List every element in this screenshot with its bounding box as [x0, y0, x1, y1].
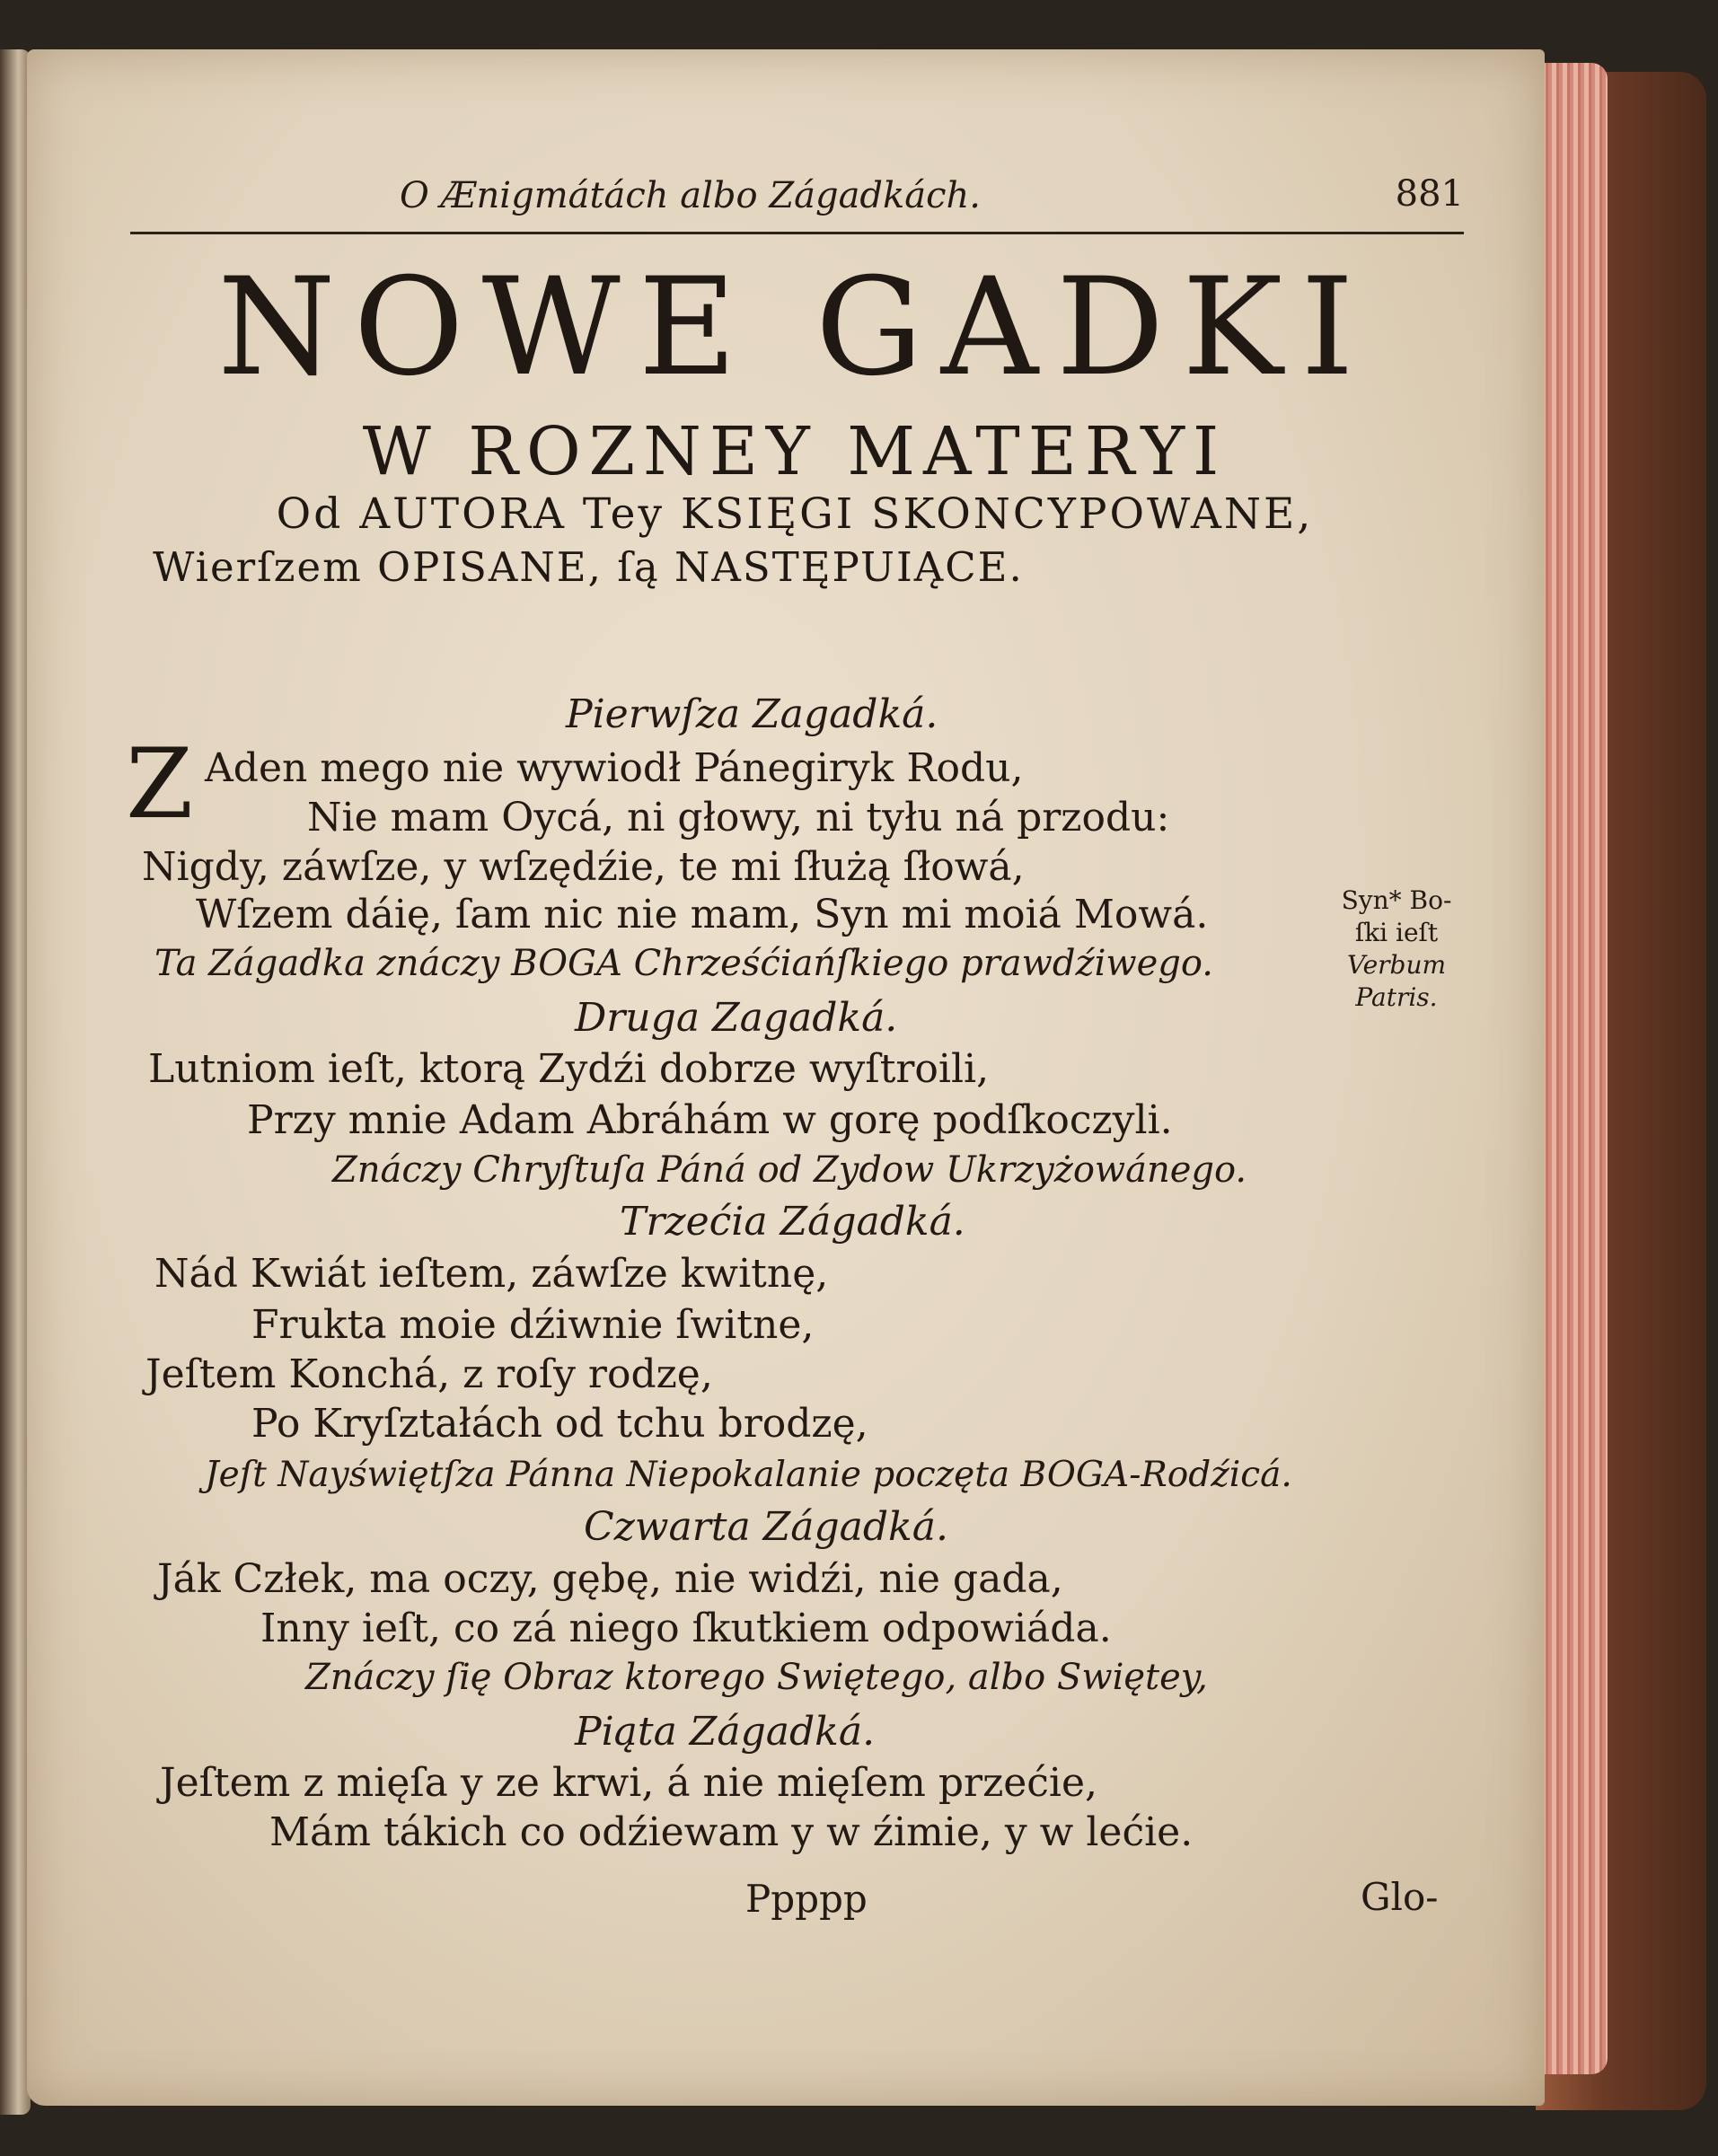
riddle-4-line-1: Ják Człek, ma oczy, gębę, nie widźi, nie gada, — [157, 1556, 1063, 1602]
riddle-2-answer: Znáczy Chryſtuſa Páná od Zydow Ukrzyżowánego. — [332, 1149, 1247, 1191]
subtitle: W ROZNEY MATERYI — [362, 413, 1228, 490]
riddle-4-heading: Czwarta Zágadká. — [584, 1504, 948, 1550]
riddle-3-line-1: Nád Kwiát ieſtem, záwſze kwitnę, — [154, 1251, 829, 1297]
riddle-3-answer: Jeſt Nayświętſza Pánna Niepokalanie poczęta BOGA-Rodźicá. — [205, 1455, 1292, 1495]
riddle-4-line-2: Inny ieſt, co zá niego ſkutkiem odpowiáda. — [260, 1606, 1112, 1651]
riddle-1-line-1: Aden mego nie wywiodł Pánegiryk Rodu, — [205, 745, 1024, 791]
margin-note-line-3: Verbum — [1346, 950, 1447, 980]
title-line-4: Wierſzem OPISANE, ſą NASTĘPUIĄCE. — [153, 543, 1024, 591]
margin-note — [1320, 884, 1473, 1014]
riddle-2-line-1: Lutniom ieſt, ktorą Zydźi dobrze wyſtroili, — [148, 1046, 990, 1092]
riddle-2-line-2: Przy mnie Adam Abráhám w gorę podſkoczyli. — [247, 1097, 1173, 1143]
running-title: O Ænigmátách albo Zágadkách. — [400, 175, 981, 216]
main-title: NOWE GADKI — [217, 250, 1372, 406]
catchword: Glo- — [1361, 1875, 1439, 1919]
riddle-1-heading: Pierwſza Zagadká. — [566, 691, 938, 737]
riddle-5-line-1: Jeſtem z mięſa y ze krwi, á nie mięſem przećie, — [160, 1760, 1098, 1806]
riddle-5-heading: Piąta Zágadká. — [575, 1709, 876, 1755]
margin-note-line-2: ſki ieſt — [1354, 918, 1439, 947]
riddle-5-line-2: Mám tákich co odźiewam y w źimie, y w lećie. — [269, 1809, 1194, 1855]
previous-page-edge — [0, 49, 31, 2115]
page-number: 881 — [1395, 173, 1464, 215]
riddle-4-answer: Znáczy ſię Obraz ktorego Swiętego, albo Swiętey, — [305, 1657, 1208, 1698]
riddle-3-line-3: Jeſtem Konchá, z roſy rodzę, — [145, 1351, 713, 1397]
margin-note-line-1: Syn* Bo- — [1341, 885, 1452, 915]
riddle-1-line-4: Wſzem dáię, ſam nic nie mam, Syn mi moiá Mowá. — [196, 892, 1209, 937]
drop-cap: Z — [126, 728, 194, 840]
riddle-2-heading: Druga Zagadká. — [575, 995, 898, 1041]
running-head — [130, 175, 1464, 229]
riddle-1-answer: Ta Zágadka znáczy BOGA Chrześćiańſkiego prawdźiwego. — [154, 943, 1213, 984]
signature-mark: Ppppp — [745, 1877, 868, 1921]
margin-note-line-4: Patris. — [1355, 982, 1438, 1012]
riddle-3-line-4: Po Kryſztałách od tchu brodzę, — [251, 1401, 868, 1447]
title-line-3: Od AUTORA Tey KSIĘGI SKONCYPOWANE, — [276, 489, 1314, 539]
riddle-1-line-2: Nie mam Oycá, ni głowy, ni tyłu ná przodu: — [307, 795, 1170, 840]
riddle-1-line-3: Nigdy, záwſze, y wſzędźie, te mi ſłużą ſłowá, — [142, 844, 1025, 890]
riddle-3-heading: Trzećia Zágadká. — [620, 1199, 965, 1245]
riddle-3-line-2: Frukta moie dźiwnie ſwitne, — [251, 1302, 815, 1348]
header-rule — [130, 232, 1464, 234]
